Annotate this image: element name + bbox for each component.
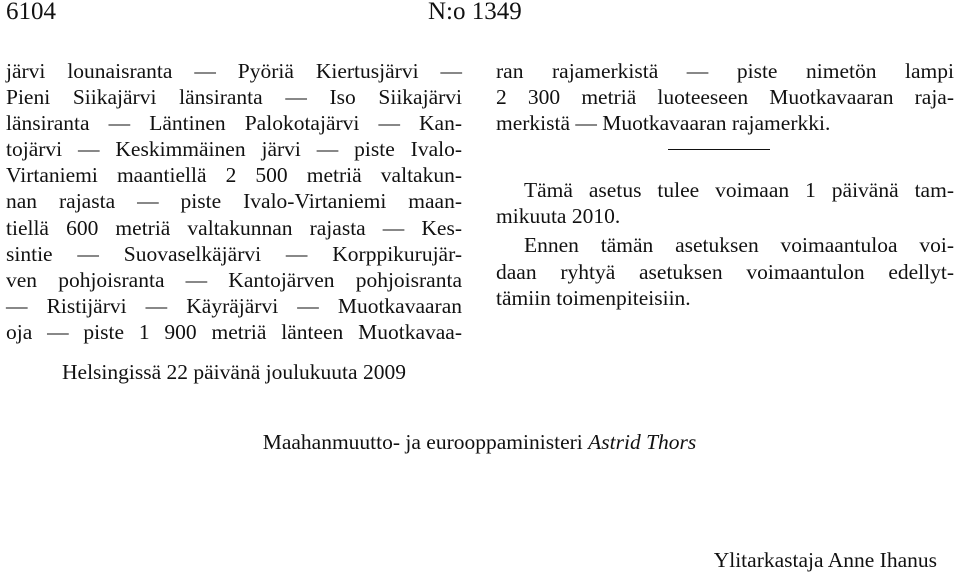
section-rule (668, 149, 770, 150)
right-text-column (496, 58, 954, 311)
minister-signature (0, 429, 959, 455)
official-signature: Ylitarkastaja Anne Ihanus (713, 548, 937, 572)
text-line: mikuuta 2010. (496, 204, 621, 229)
text-line: daan ryhtyä asetuksen voimaantulon edellyt- (496, 259, 954, 284)
minister-title: Maahanmuutto- ja eurooppaministeri (262, 430, 583, 454)
text-line: Pieni Siikajärvi länsiranta — Iso Siikajärvi (6, 85, 462, 110)
text-line: ran rajamerkistä — piste nimetön lampi (496, 59, 954, 83)
text-line: sintie — Suovaselkäjärvi — Korppikurujär- (6, 241, 462, 266)
text-line: tojärvi — Keskimmäinen järvi — piste Ivalo- (6, 137, 462, 162)
left-text-column (6, 58, 462, 345)
text-line: tämiin toimenpiteisiin. (496, 285, 691, 310)
text-line: länsiranta — Läntinen Palokotajärvi — Kan- (6, 111, 462, 136)
text-line: 2 300 metriä luoteeseen Muotkavaaran raja- (496, 85, 954, 110)
text-line: järvi lounaisranta — Pyöriä Kiertusjärvi — (6, 59, 462, 83)
minister-name: Astrid Thors (588, 430, 697, 454)
text-line: Virtaniemi maantiellä 2 500 metriä valtakun- (6, 163, 462, 188)
text-line: oja — piste 1 900 metriä länteen Muotkavaa- (6, 319, 462, 344)
text-line: — Ristijärvi — Käyräjärvi — Muotkavaaran (6, 293, 462, 318)
text-line: nan rajasta — piste Ivalo-Virtaniemi maan- (6, 189, 462, 214)
page-number: 6104 (6, 0, 56, 25)
text-line: merkistä — Muotkavaaran rajamerkki. (496, 111, 831, 136)
place-date-line: Helsingissä 22 päivänä joulukuuta 2009 (62, 360, 406, 384)
text-line: ven pohjoisranta — Kantojärven pohjoisranta (6, 267, 462, 292)
text-line: Tämä asetus tulee voimaan 1 päivänä tam- (524, 178, 954, 203)
text-line: tiellä 600 metriä valtakunnan rajasta — Kes- (6, 215, 462, 240)
text-line: Ennen tämän asetuksen voimaantuloa voi- (524, 233, 954, 258)
issue-number: N:o 1349 (428, 0, 522, 25)
